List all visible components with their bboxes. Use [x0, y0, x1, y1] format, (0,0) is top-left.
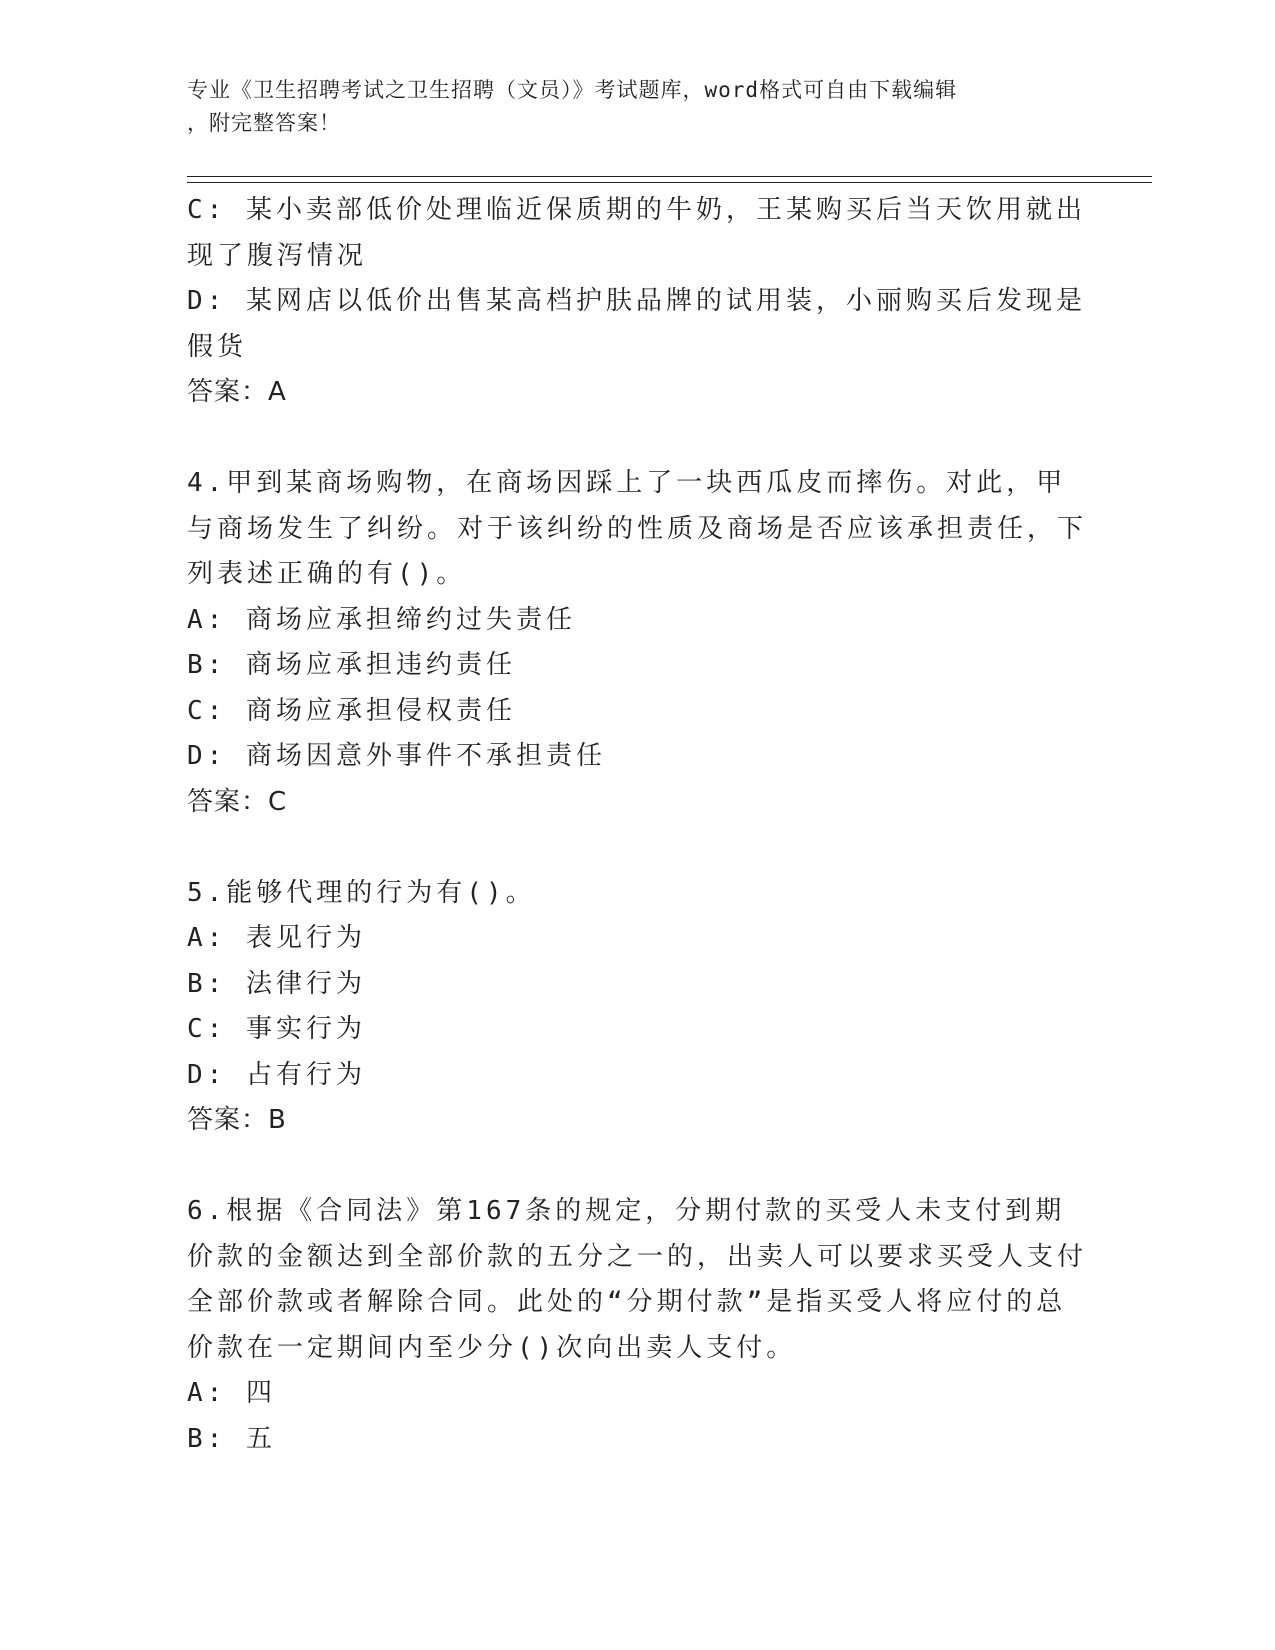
q4-option-a: A: 商场应承担缔约过失责任 [187, 604, 576, 635]
q5-option-b: B: 法律行为 [187, 968, 366, 999]
q5-option-a: A: 表见行为 [187, 923, 366, 953]
spacer [187, 416, 1087, 462]
q3-answer: 答案：A [187, 377, 287, 407]
question-5 [187, 871, 1087, 1144]
question-4 [187, 461, 1087, 825]
q6-text: 6.根据《合同法》第167条的规定，分期付款的买受人未支付到期价款的金额达到全部价款的五分之一的，出卖人可以要求买受人支付全部价款或者解除合同。此处的“分期付款”是指买受人将应付的总价款在一定期间内至少分()次向出卖人支付。 [187, 1196, 1088, 1363]
q4-answer: 答案：C [187, 786, 288, 817]
header-divider-bottom [187, 182, 1152, 183]
q4-text: 4.甲到某商场购物，在商场因踩上了一块西瓜皮而摔伤。对此，甲与商场发生了纠纷。对于该纠纷的性质及商场是否应该承担责任，下列表述正确的有()。 [187, 468, 1088, 589]
document-header [187, 74, 1067, 140]
q5-option-c: C: 事实行为 [187, 1014, 366, 1044]
q4-option-c: C: 商场应承担侵权责任 [187, 695, 516, 726]
q4-option-b: B: 商场应承担违约责任 [187, 650, 516, 680]
q3-option-d: D: 某网店以低价出售某高档护肤品牌的试用装，小丽购买后发现是假货 [187, 286, 1086, 362]
question-3-tail [187, 188, 1087, 416]
q6-option-b: B: 五 [187, 1423, 276, 1454]
q5-text: 5.能够代理的行为有()。 [187, 877, 536, 908]
document-body [187, 188, 1087, 1462]
spacer [187, 825, 1087, 871]
header-line-2: ，附完整答案！ [187, 111, 341, 135]
q5-option-d: D: 占有行为 [187, 1059, 366, 1090]
q4-option-d: D: 商场因意外事件不承担责任 [187, 741, 606, 771]
header-divider-top [187, 176, 1152, 177]
header-line-1: 专业《卫生招聘考试之卫生招聘（文员）》考试题库，word格式可自由下载编辑 [187, 78, 958, 102]
q3-option-c: C: 某小卖部低价处理临近保质期的牛奶，王某购买后当天饮用就出现了腹泻情况 [187, 195, 1086, 271]
q5-answer: 答案：B [187, 1105, 287, 1135]
spacer [187, 1144, 1087, 1190]
question-6 [187, 1189, 1087, 1462]
q6-option-a: A: 四 [187, 1378, 276, 1408]
